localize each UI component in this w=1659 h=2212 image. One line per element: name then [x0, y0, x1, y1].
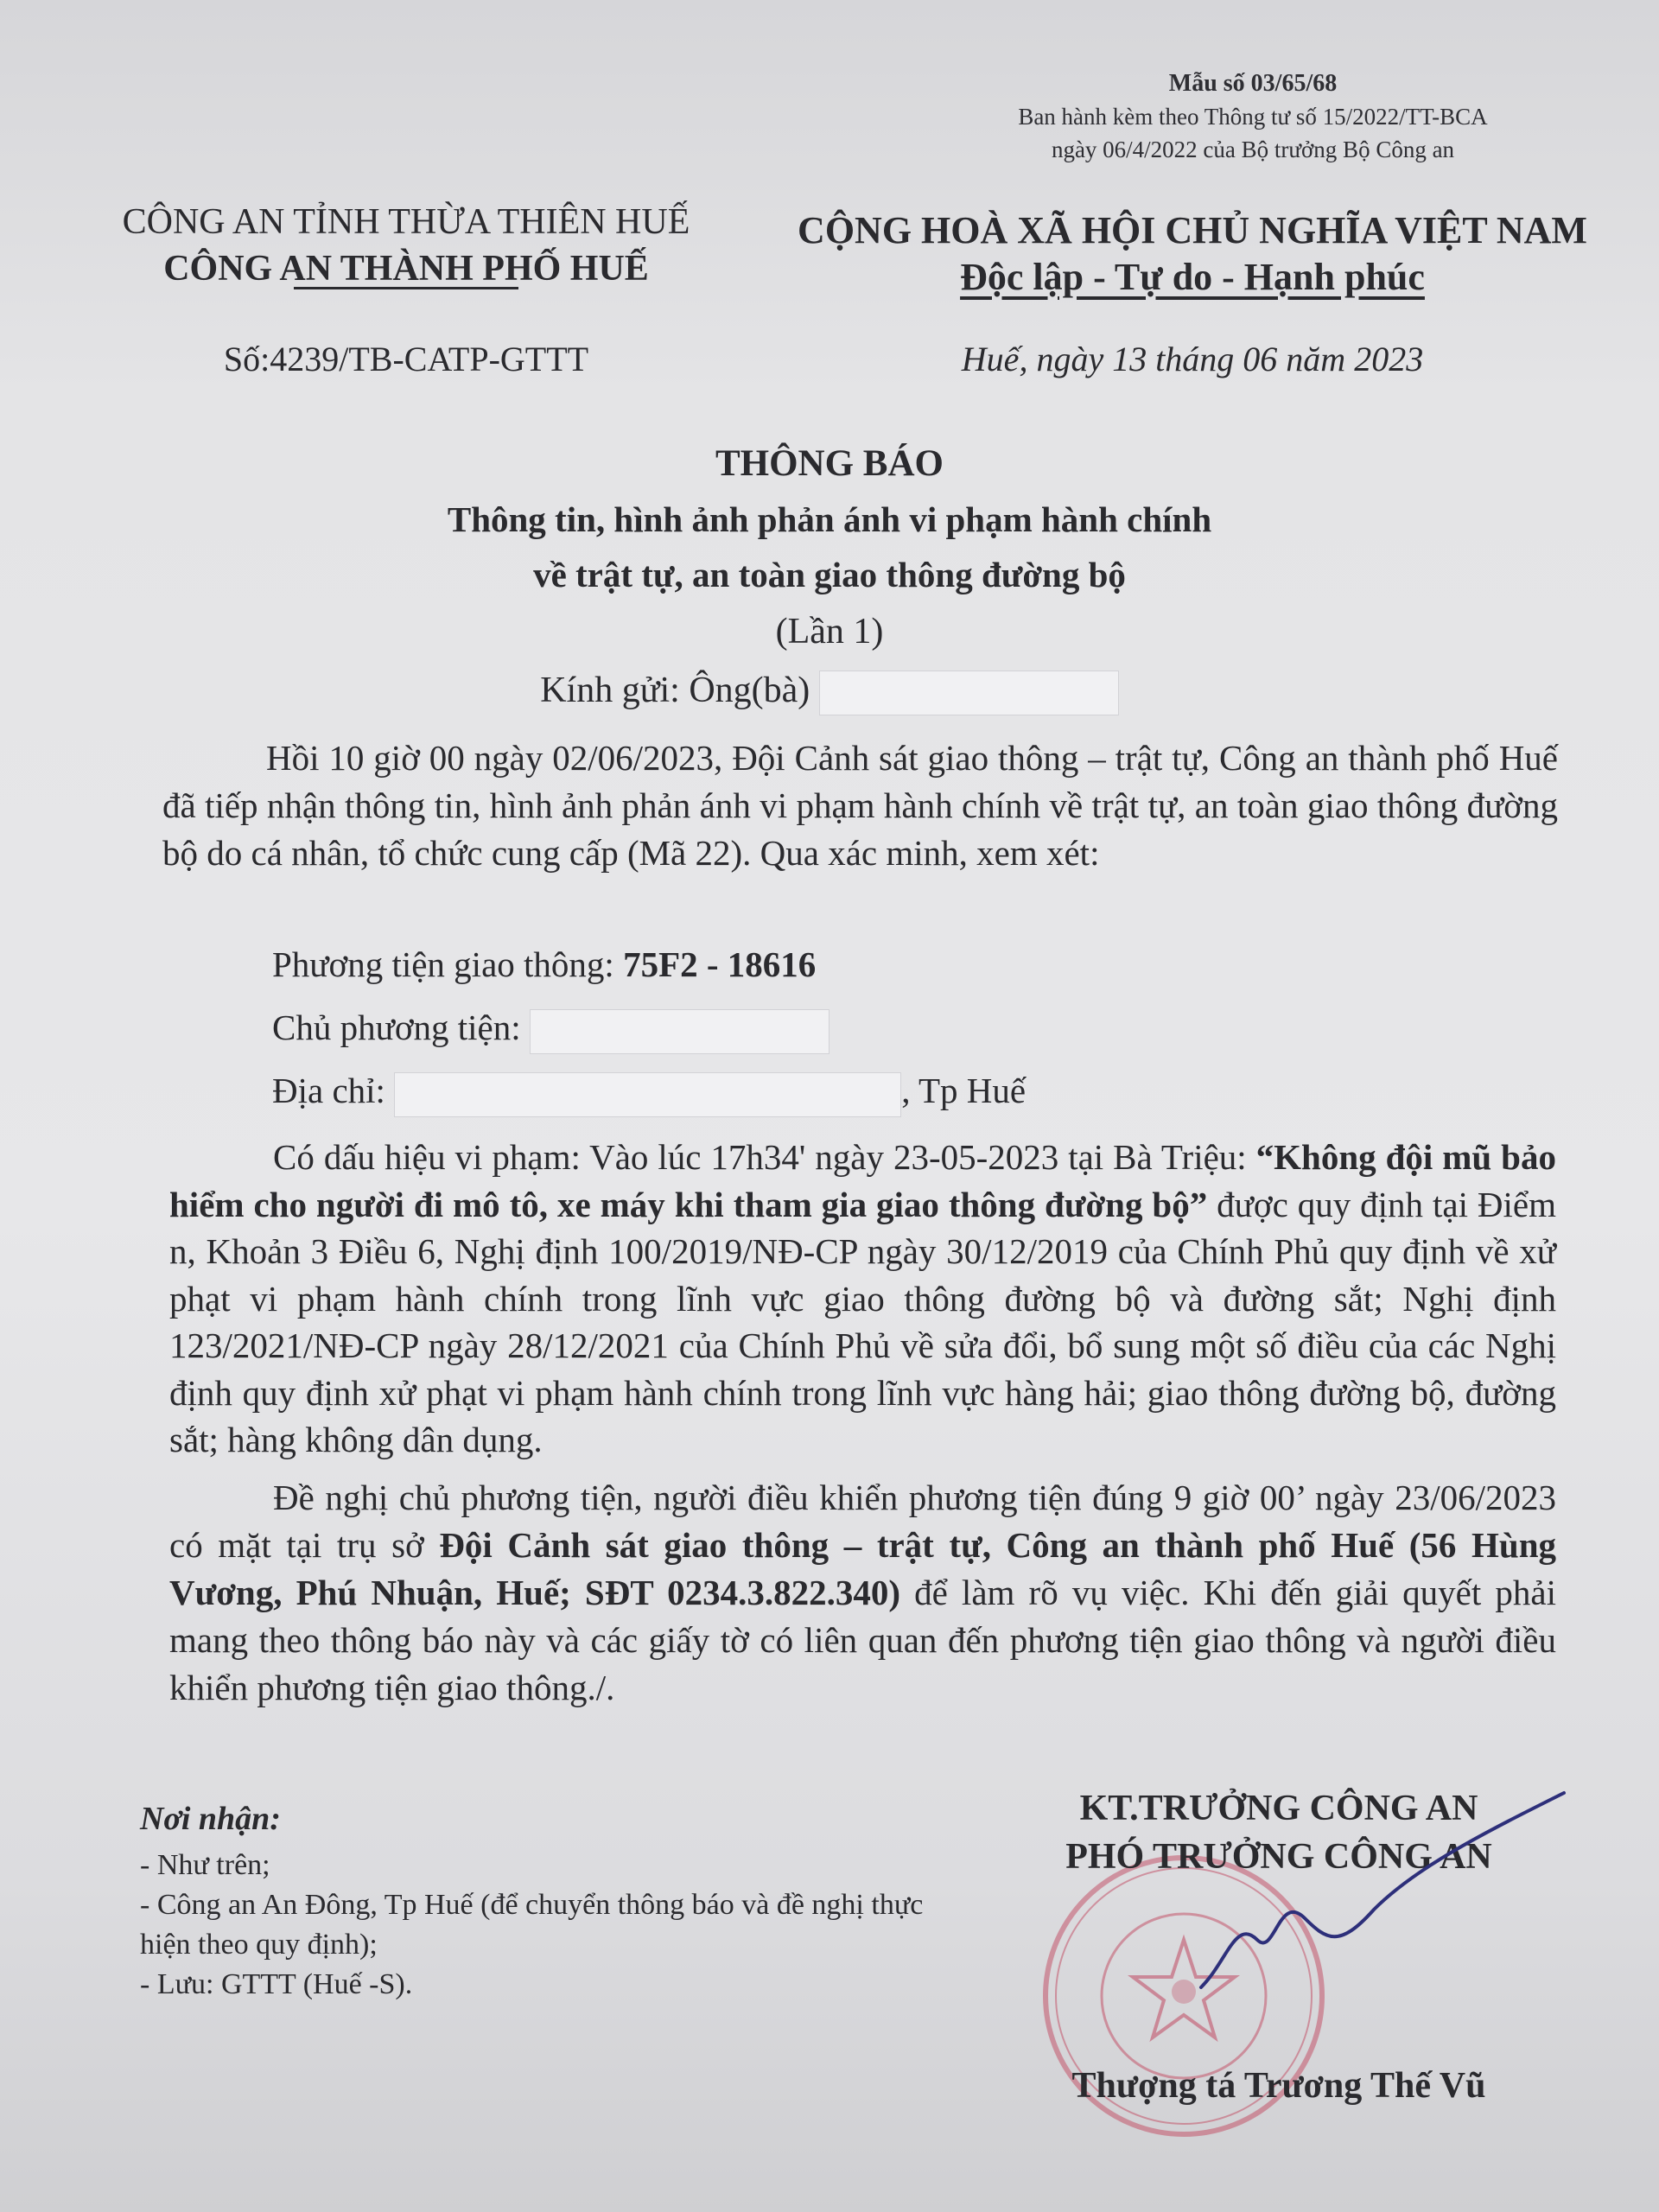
owner-field	[272, 1007, 830, 1054]
redacted-address	[394, 1072, 901, 1117]
vehicle-plate: 75F2 - 18616	[623, 944, 817, 984]
form-code: Mẫu số 03/65/68	[1168, 70, 1338, 97]
request-lead: Đề nghị chủ phương tiện, người điều khiển phương tiện đúng 9 giờ 00’ ngày 23/06/2023 có mặt tại trụ sở	[169, 1478, 1556, 1565]
address-field	[272, 1070, 1026, 1117]
issuing-agency	[86, 199, 726, 289]
violation-legal-basis: được quy định tại Điểm n, Khoản 3 Điều 6, Nghị định 100/2019/NĐ-CP ngày 30/12/2019 của Chính Phủ quy định về xử phạt vi phạm hành chính trong lĩnh vực giao thông đường bộ và đường sắt; Nghị định 123/2021/NĐ-CP ngày 28/12/2021 của Chính Phủ về sửa đổi, bổ sung một số điều của các Nghị định quy định xử phạt vi phạm hành chính trong lĩnh vực hàng hải; giao thông đường bộ, đường sắt; hàng không dân dụng.	[169, 1184, 1556, 1459]
signer-name: Thượng tá Trương Thế Vũ	[1071, 2066, 1486, 2106]
intro-paragraph	[162, 734, 1558, 877]
recipient-item: - Như trên;	[140, 1849, 270, 1881]
form-note-line1: Ban hành kèm theo Thông tư số 15/2022/TT-BCA	[1018, 104, 1488, 130]
title-main: THÔNG BÁO	[715, 443, 944, 484]
title-sub-2: về trật tự, an toàn giao thông đường bộ	[533, 555, 1126, 594]
address-city: , Tp Huế	[901, 1071, 1027, 1110]
document-title	[0, 436, 1659, 602]
address-label: Địa chỉ:	[272, 1071, 385, 1110]
recipient-item: - Công an An Đông, Tp Huế (để chuyển thông báo và đề nghị thực hiện theo quy định);	[140, 1889, 924, 1961]
violation-lead: Có dấu hiệu vi phạm: Vào lúc 17h34' ngày 23-05-2023 tại Bà Triệu:	[273, 1137, 1256, 1177]
nation-name: CỘNG HOÀ XÃ HỘI CHỦ NGHĨA VIỆT NAM	[798, 209, 1587, 251]
document-number: Số:4239/TB-CATP-GTTT	[223, 340, 589, 378]
signer-position: PHÓ TRƯỞNG CÔNG AN	[1065, 1837, 1492, 1877]
signer-authority: KT.TRƯỞNG CÔNG AN	[1079, 1789, 1478, 1828]
vehicle-field	[272, 944, 816, 985]
recipients-heading: Nơi nhận:	[140, 1801, 281, 1837]
agency-parent: CÔNG AN TỈNH THỪA THIÊN HUẾ	[122, 202, 690, 242]
form-note	[976, 67, 1529, 166]
greeting-label: Kính gửi: Ông(bà)	[540, 671, 810, 710]
title-sub-1: Thông tin, hình ảnh phản ánh vi phạm hành chính	[447, 499, 1212, 539]
violation-offense: “Không đội mũ bảo hiểm cho người đi mô tô, xe máy khi tham gia giao thông đường bộ”	[169, 1137, 1556, 1224]
request-rest: để làm rõ vụ việc. Khi đến giải quyết phải mang theo thông báo này và các giấy tờ có liên quan đến phương tiện giao thông và người điều khiển phương tiện giao thông./.	[169, 1573, 1556, 1707]
request-paragraph	[169, 1474, 1556, 1712]
agency-name: CÔNG AN THÀNH PHỐ HUẾ	[163, 249, 649, 289]
recipients-list	[140, 1799, 935, 2005]
redacted-recipient-name	[819, 671, 1119, 715]
handwritten-signature	[1175, 1789, 1573, 1996]
vehicle-label: Phương tiện giao thông:	[272, 944, 614, 984]
form-note-line2: ngày 06/4/2022 của Bộ trưởng Bộ Công an	[1051, 137, 1455, 162]
violation-paragraph	[169, 1134, 1556, 1464]
redacted-owner-name	[530, 1009, 830, 1054]
recipient-item: - Lưu: GTTT (Huế -S).	[140, 1968, 413, 2000]
greeting-line	[0, 670, 1659, 715]
nation-motto: Độc lập - Tự do - Hạnh phúc	[960, 256, 1425, 298]
intro-text: Hồi 10 giờ 00 ngày 02/06/2023, Đội Cảnh sát giao thông – trật tự, Công an thành phố Huế đã tiếp nhận thông tin, hình ảnh phản ánh vi phạm hành chính về trật tự, an toàn giao thông đường bộ do cá nhân, tổ chức cung cấp (Mã 22). Qua xác minh, xem xét:	[162, 738, 1558, 873]
notice-round: (Lần 1)	[775, 612, 884, 652]
document-date: Huế, ngày 13 tháng 06 năm 2023	[961, 340, 1424, 378]
request-place: Đội Cảnh sát giao thông – trật tự, Công an thành phố Huế (56 Hùng Vương, Phú Nhuận, Huế; SĐT 0234.3.822.340)	[169, 1525, 1557, 1612]
owner-label: Chủ phương tiện:	[272, 1007, 521, 1047]
national-header	[760, 207, 1624, 301]
